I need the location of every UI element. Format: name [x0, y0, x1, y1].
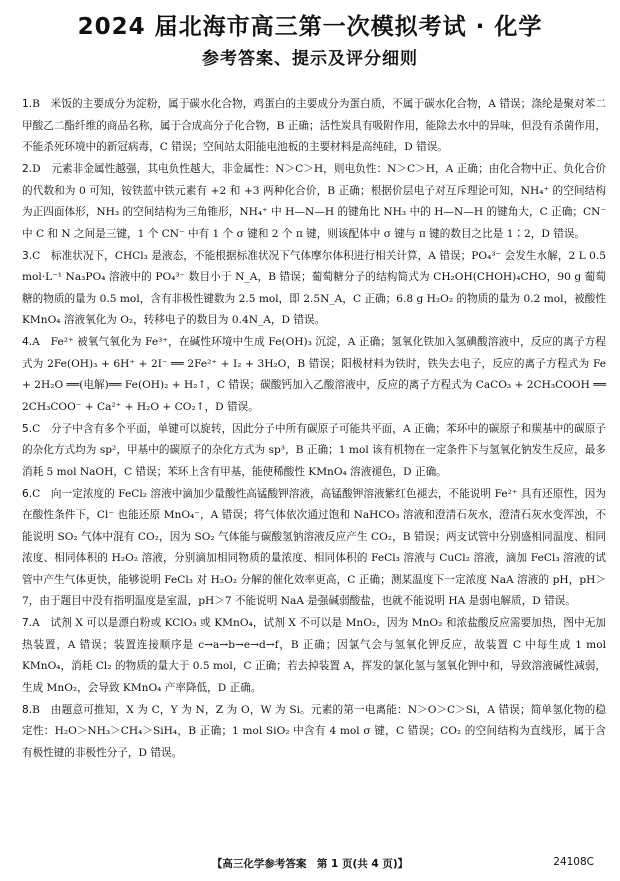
answer-text: A 试剂 X 可以是漂白粉或 KClO₃ 或 KMnO₄，试剂 X 不可以是 MnO₂，因为 MnO₂ 和浓盐酸反应需要加热，图中无加热装置，A 错误；装置连接顺序是 c→a→b→e→d→f，B 正确；因氯气会与氢氧化钾反应，故装置 C 中每生成 1 mol KMnO₄，消耗 Cl₂ 的物质的量大于 0.5 mol，C 正确；若去掉装置 A，挥发的氯化氢与氢氧化钾中和，导致溶液碱性减弱，生成 MnO₂，会导致 KMnO₄ 产率降低，D 正确。: [22, 617, 606, 694]
footer-page-label: 【高三化学参考答案 第 1 页(共 4 页)】: [211, 858, 409, 870]
answer-item-1: [22, 94, 606, 159]
answer-number: 7.: [22, 617, 33, 629]
answer-text: B 米饭的主要成分为淀粉，属于碳水化合物，鸡蛋白的主要成分为蛋白质，不属于碳水化合物，A 错误；涤纶是聚对苯二甲酸乙二酯纤维的商品名称，属于合成高分子化合物，B 正确；活性炭具有吸附作用，能除去水中的异味，但没有杀菌作用，不能杀死环境中的新冠病毒，C 错误；空间站太阳能电池板的主要材料是高纯硅，D 错误。: [22, 98, 606, 153]
page-subtitle: 参考答案、提示及评分细则: [202, 49, 418, 69]
answer-item-4: [22, 332, 606, 418]
answer-text: B 由题意可推知，X 为 C，Y 为 N，Z 为 O，W 为 Si。元素的第一电离能：N＞O＞C＞Si，A 错误；简单氢化物的稳定性：H₂O＞NH₃＞CH₄＞SiH₄，B 正确；1 mol SiO₂ 中含有 4 mol σ 键，C 错误；CO₂ 的空间结构为直线形，属于含有极性键的非极性分子，D 错误。: [22, 703, 606, 759]
answer-number: 4.: [22, 336, 33, 348]
answer-number: 3.: [22, 249, 33, 262]
page-footer: [0, 856, 620, 874]
answer-item-5: [22, 419, 606, 484]
footer-doc-code: 24108C: [553, 856, 594, 868]
answer-number: 8.: [22, 703, 33, 716]
answer-item-7: [22, 613, 606, 699]
answer-list: [22, 94, 606, 765]
answer-text: C 向一定浓度的 FeCl₂ 溶液中滴加少量酸性高锰酸钾溶液，高锰酸钾溶液紫红色褪去，不能说明 Fe²⁺ 具有还原性，因为在酸性条件下，Cl⁻ 也能还原 MnO₄⁻，A 错误；将气体依次通过饱和 NaHCO₃ 溶液和澄清石灰水，澄清石灰水变浑浊，不能说明 SO₂ 气体中混有 CO₂，因为 SO₂ 气体能与碳酸氢钠溶液反应产生 CO₂，B 错误；两支试管中分别盛相同温度、相同浓度、相同体积的 H₂O₂ 溶液，分别滴加相同物质的量浓度、相同体积的 FeCl₃ 溶液与 CuCl₂ 溶液，滴加 FeCl₃ 溶液的试管中产生气体更快，能够说明 FeCl₃ 对 H₂O₂ 分解的催化效率更高，C 正确；测某温度下一定浓度 NaA 溶液的 pH，pH＞7，由于题目中没有指明温度是室温，pH＞7 不能说明 NaA 是强碱弱酸盐，也就不能说明 HA 是弱电解质，D 错误。: [22, 487, 606, 607]
answer-item-2: [22, 159, 606, 245]
answer-text: C 标准状况下，CHCl₃ 是液态，不能根据标准状况下气体摩尔体积进行相关计算，A 错误；PO₄³⁻ 会发生水解，2 L 0.5 mol·L⁻¹ Na₃PO₄ 溶液中的 PO₄³⁻ 数目小于 N_A，B 错误；葡萄糖分子的结构简式为 CH₂OH(CHOH)₄CHO，90 g 葡萄糖的物质的量为 0.5 mol，含有非极性键数为 2.5 mol，即 2.5N_A，C 正确；6.8 g H₂O₂ 的物质的量为 0.2 mol，被酸性 KMnO₄ 溶液氧化为 O₂，转移电子的数目为 0.4N_A，D 错误。: [22, 249, 606, 326]
page-title: 2024 届北海市高三第一次模拟考试 · 化学: [77, 14, 543, 40]
answer-number: 5.: [22, 422, 33, 435]
answer-number: 6.: [22, 487, 33, 500]
answer-text: C 分子中含有多个平面，单键可以旋转，因此分子中所有碳原子可能共平面，A 正确；苯环中的碳原子和羰基中的碳原子的杂化方式均为 sp²，甲基中的碳原子的杂化方式为 sp³，B 正确；1 mol 该有机物在一定条件下与氢氧化钠发生反应，最多消耗 5 mol NaOH，C 错误；苯环上含有甲基，能使稀酸性 KMnO₄ 溶液褪色，D 正确。: [22, 422, 606, 478]
answer-item-8: [22, 700, 606, 765]
answer-item-6: [22, 484, 606, 613]
answer-text: A Fe²⁺ 被氧气氧化为 Fe³⁺，在碱性环境中生成 Fe(OH)₃ 沉淀，A 正确；氢氧化铁加入氢碘酸溶液中，反应的离子方程式为 2Fe(OH)₃ + 6H⁺ + 2I⁻ ══ 2Fe²⁺ + I₂ + 3H₂O，B 错误；阳极材料为铁时，铁失去电子，反应的离子方程式为 Fe + 2H₂O ══(电解)══ Fe(OH)₂ + H₂↑，C 错误；碳酸钙加入乙酸溶液中，反应的离子方程式为 CaCO₃ + 2CH₃COOH ══ 2CH₃COO⁻ + Ca²⁺ + H₂O + CO₂↑，D 错误。: [22, 336, 606, 413]
answer-item-3: [22, 246, 606, 332]
answer-text: D 元素非金属性越强，其电负性越大，非金属性：N＞C＞H，则电负性：N＞C＞H，A 正确；由化合物中正、负化合价的代数和为 0 可知，铵铁蓝中铁元素有 +2 和 +3 两种化合价，B 正确；根据价层电子对互斥理论可知，NH₄⁺ 的空间结构为正四面体形，NH₃ 的空间结构为三角锥形，NH₄⁺ 中 H—N—H 的键角比 NH₃ 中的 H—N—H 的键角大，C 正确；CN⁻ 中 C 和 N 之间是三键，1 个 CN⁻ 中有 1 个 σ 键和 2 个 π 键，则该配体中 σ 键与 π 键的数目之比是 1∶2，D 错误。: [22, 163, 606, 240]
answer-number: 2.: [22, 163, 33, 175]
answer-number: 1.: [22, 98, 33, 110]
